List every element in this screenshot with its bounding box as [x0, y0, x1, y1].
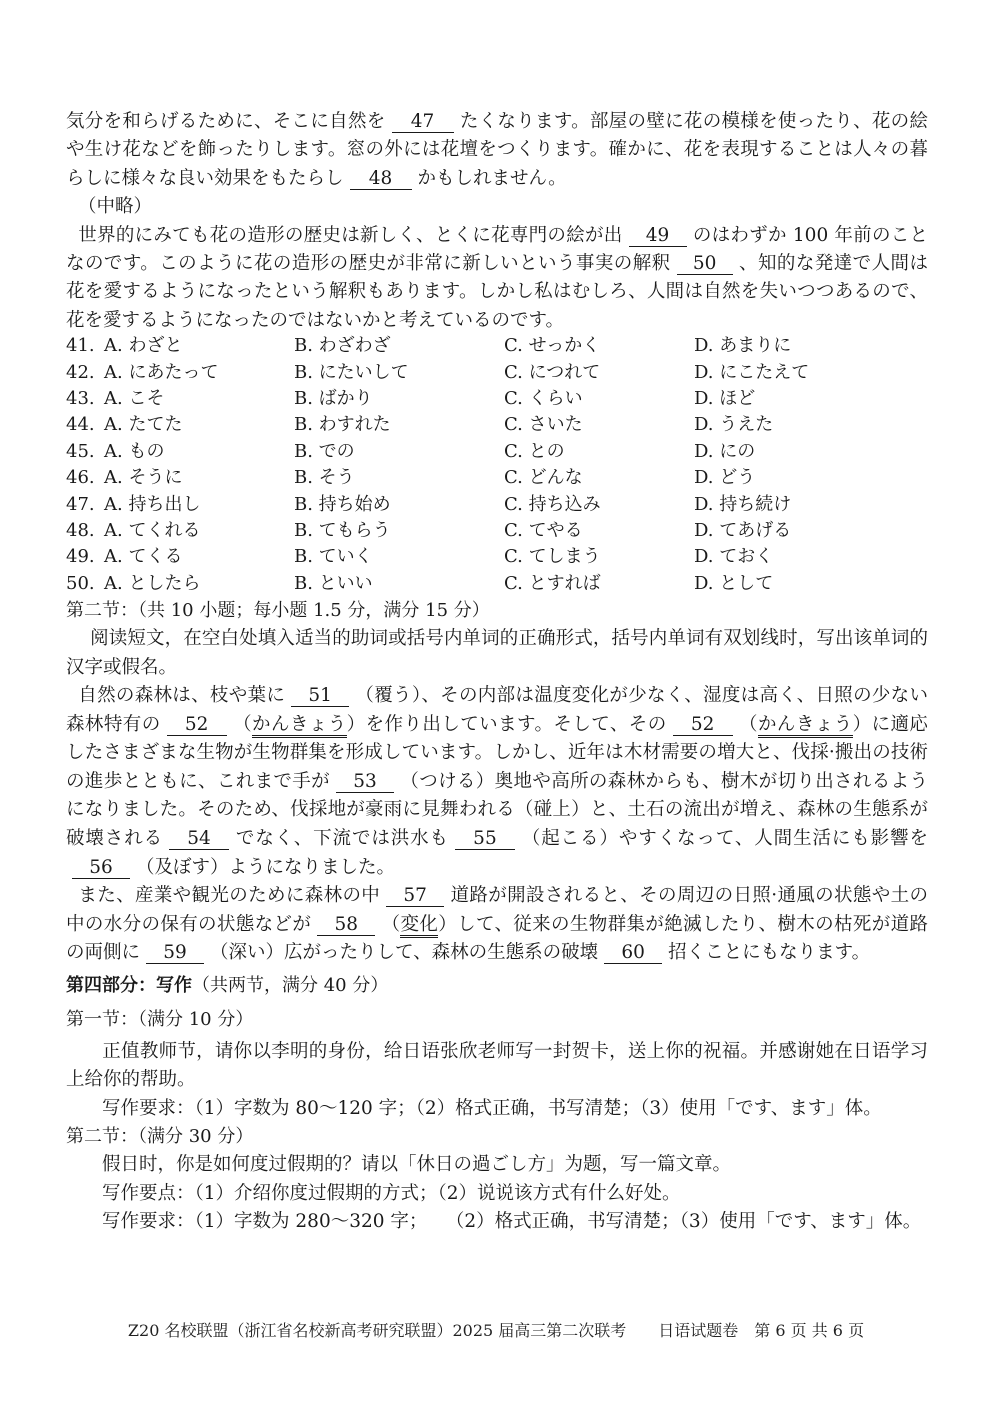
text: 写作要求：（1）字数为 80～120 字；（2）格式正确，书写清楚；（3）使用「です、ます」体。 [102, 1097, 882, 1119]
blank-52: 52 [167, 715, 227, 736]
option-d: D. ておく [694, 546, 774, 568]
option-row-43 [66, 386, 928, 412]
section-2-header: 第二节：（共 10 小题；每小题 1.5 分，满分 15 分） [66, 600, 490, 622]
option-c: C. さいた [504, 414, 583, 436]
section-2-instruction [66, 625, 928, 682]
option-d: D. あまりに [694, 335, 792, 357]
option-c: C. くらい [504, 388, 583, 410]
blank-48: 48 [350, 169, 412, 190]
text: 気分を和らげるために、そこに自然を [66, 111, 386, 132]
text: ）を作り出しています。そして、その [346, 713, 667, 735]
text: （覆う）、その内部は温度変化が少なく、湿度は高く、日照の少ない森林特有の [66, 684, 928, 735]
text: でなく、下流では洪水も [235, 827, 449, 849]
option-a: A. もの [104, 440, 165, 462]
blank-52-repeat: 52 [673, 715, 733, 736]
question-number: 48. [66, 519, 95, 541]
text: （ [381, 913, 401, 935]
blank-56: 56 [72, 858, 130, 879]
part-4-section-2-points [66, 1180, 928, 1208]
option-a: A. たてた [104, 414, 183, 436]
option-d: D. として [694, 572, 774, 594]
part-4-section-2-header: 第二节：（满分 30 分） [66, 1126, 254, 1148]
question-number: 50. [66, 572, 95, 594]
option-a: A. わざと [104, 335, 183, 357]
option-b: B. わすれた [294, 414, 391, 436]
passage-paragraph-2 [66, 222, 928, 336]
option-d: D. にの [694, 440, 756, 462]
option-row-46 [66, 465, 928, 491]
option-b: B. にたいして [294, 361, 409, 383]
option-c: C. につれて [504, 361, 601, 383]
blank-49: 49 [629, 226, 687, 247]
text: 写作要点：（1）介绍你度过假期的方式；（2）说说该方式有什么好处。 [102, 1182, 681, 1204]
option-c: C. との [504, 440, 565, 462]
question-number: 46. [66, 467, 95, 489]
option-a: A. そうに [104, 467, 183, 489]
blank-54: 54 [169, 829, 229, 850]
option-a: A. てくる [104, 546, 183, 568]
option-row-45 [66, 439, 928, 465]
part-4-note: （共两节，满分 40 分） [192, 974, 389, 996]
passage-paragraph-1 [66, 108, 928, 193]
option-c: C. とすれば [504, 572, 601, 594]
option-b: B. での [294, 440, 355, 462]
question-number: 47. [66, 493, 95, 515]
question-number: 45. [66, 440, 95, 462]
text: （中略） [78, 196, 153, 218]
option-row-44 [66, 412, 928, 438]
blank-50: 50 [677, 254, 733, 275]
text: かもしれません。 [417, 167, 567, 189]
text: 道路が開設されると、その周辺の日照·通風の状態や土の中の水分の保有の状態などが [66, 885, 928, 935]
option-b: B. ていく [294, 546, 373, 568]
text: また、産業や観光のために森林の中 [78, 885, 381, 907]
part-4-header [66, 972, 928, 1000]
option-row-49 [66, 544, 928, 570]
text: 阅读短文，在空白处填入适当的助词或括号内单词的正确形式，括号内单词有双划线时，写出该单词的汉字或假名。 [66, 628, 928, 678]
option-row-50 [66, 571, 928, 597]
blank-53: 53 [336, 772, 394, 793]
option-d: D. てあげる [694, 519, 792, 541]
part-4-section-1-requirement [66, 1095, 928, 1123]
omission-note [66, 193, 928, 221]
option-b: B. 持ち始め [294, 493, 391, 515]
option-row-41 [66, 333, 928, 359]
text: 写作要求：（1）字数为 280～320 字； （2）格式正确，书写清楚；（3）使用「です、ます」体。 [102, 1210, 922, 1232]
option-b: B. ばかり [294, 388, 373, 410]
option-d: D. どう [694, 467, 756, 489]
part-4-section-2-text [66, 1151, 928, 1179]
option-row-42 [66, 360, 928, 386]
option-c: C. てやる [504, 519, 583, 541]
option-a: A. にあたって [104, 361, 219, 383]
blank-60: 60 [604, 943, 662, 964]
blank-47: 47 [392, 112, 454, 133]
option-b: B. わざわざ [294, 335, 391, 357]
question-number: 49. [66, 546, 95, 568]
question-number: 42. [66, 361, 95, 383]
text: （つける）奥地や高所の森林からも、樹木が切り出されるようになりました。そのため、伐採地が豪雨に見舞われる（碰上）と、土石の流出が増え、森林の生態系が破壊される [66, 770, 928, 849]
part-4-section-1-header: 第一节：（满分 10 分） [66, 1008, 254, 1030]
part-4-section-1-text [66, 1038, 928, 1095]
option-c: C. てしまう [504, 546, 601, 568]
text: たくなります。部屋の壁に花の模様を使ったり、花の絵や生け花などを飾ったりします。窓の外には花壇をつくります。確かに、花を表現することは人々の暮らしに様々な良い効果をもたらし [66, 111, 928, 189]
text: （ [232, 713, 253, 735]
text: （深い）広がったりして、森林の生態系の破壊 [210, 942, 599, 964]
text: 正值教师节，请你以李明的身份，给日语张欣老师写一封贺卡，送上你的祝福。并感谢她在日语学习上给你的帮助。 [66, 1040, 928, 1091]
text: （起こる）やすくなって、人間生活にも影響を [520, 827, 928, 849]
cloze-paragraph-2 [66, 882, 928, 968]
text: 、知的な発達で人間は花を愛するようになったという解釈もあります。しかし私はむしろ、人間は自然を失いつつあるので、花を愛するようになったのではないかと考えているのです。 [66, 253, 928, 331]
text: のはわずか 100 年前のことなのです。このように花の造形の歴史が非常に新しいという事実の解釈 [66, 224, 929, 275]
text: （及ぼす）ようになりました。 [136, 856, 396, 878]
option-a: A. 持ち出し [104, 493, 201, 515]
option-row-47 [66, 492, 928, 518]
cloze-paragraph-1 [66, 682, 928, 882]
blank-59: 59 [146, 943, 204, 964]
options-list [66, 333, 928, 597]
exam-page [66, 108, 928, 1236]
option-b: B. といい [294, 572, 373, 594]
blank-55: 55 [455, 829, 515, 850]
question-number: 41. [66, 335, 95, 357]
option-c: C. 持ち込み [504, 493, 601, 515]
blank-58: 58 [317, 915, 375, 936]
text: 假日时，你是如何度过假期的？请以「休日の過ごし方」为题，写一篇文章。 [102, 1154, 732, 1176]
option-b: B. てもらう [294, 519, 391, 541]
part-4-section-2-requirement [66, 1208, 928, 1236]
question-number: 43. [66, 388, 95, 410]
option-d: D. うえた [694, 414, 774, 436]
text: 招くことにもなります。 [668, 942, 871, 964]
part-4-title: 第四部分：写作 [66, 974, 192, 996]
text: ）して、従来の生物群集が絶滅したり、樹木の枯死が道路の両側に [66, 913, 928, 964]
option-b: B. そう [294, 467, 355, 489]
option-d: D. 持ち続け [694, 493, 792, 515]
double-underlined-word: かんきょう [252, 714, 347, 738]
option-a: A. としたら [104, 572, 201, 594]
blank-57: 57 [386, 886, 444, 907]
double-underlined-word: かんきょう [758, 714, 853, 738]
text: 自然の森林は、枝や葉に [78, 684, 286, 706]
option-d: D. ほど [694, 388, 756, 410]
text: ）に適応したさまざまな生物が生物群集を形成しています。しかし、近年は木材需要の増大と、伐採·搬出の技術の進歩とともに、これまで手が [66, 713, 928, 792]
page-footer: Z20 名校联盟（浙江省名校新高考研究联盟）2025 届高三第二次联考 日语试题卷 第 6 页 共 6 页 [127, 1321, 865, 1340]
option-c: C. どんな [504, 467, 583, 489]
text: 世界的にみても花の造形の歴史は新しく、とくに花専門の絵が出 [78, 224, 623, 246]
blank-51: 51 [291, 686, 349, 707]
text: （ [738, 713, 758, 735]
double-underlined-word: 変化 [400, 914, 438, 938]
option-a: A. てくれる [104, 519, 201, 541]
option-row-48 [66, 518, 928, 544]
option-d: D. にこたえて [694, 361, 810, 383]
option-a: A. こそ [104, 388, 165, 410]
option-c: C. せっかく [504, 335, 601, 357]
question-number: 44. [66, 414, 95, 436]
